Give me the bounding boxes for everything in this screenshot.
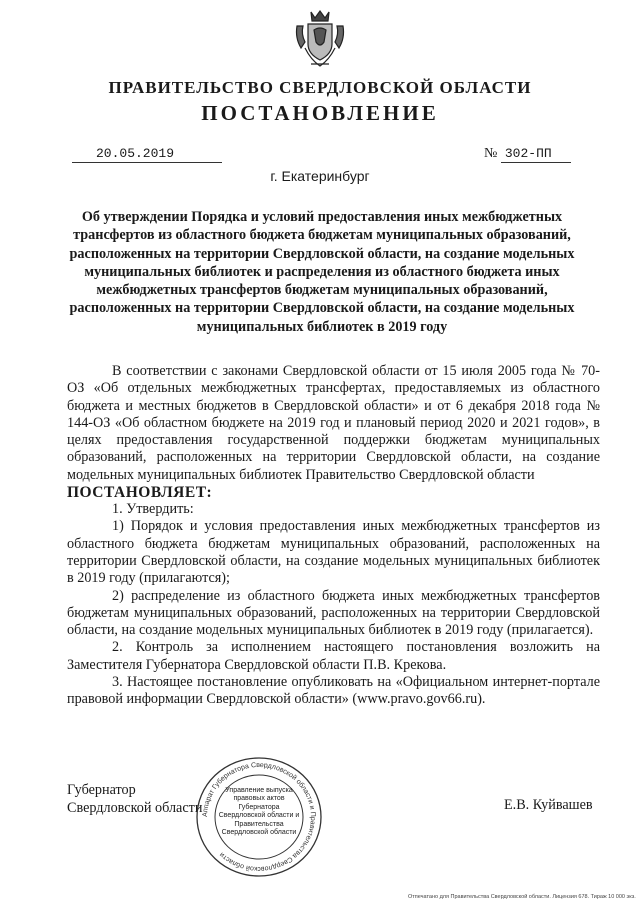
document-body <box>67 363 600 709</box>
list-item: 1) Порядок и условия предоставления иных межбюджетных трансфертов из областного бюджета бюджетам муниципальных образований, расположенных на территории Свердловской области, на создание модельных муниципальных библиотек в 2019 году (прилагаются); <box>67 518 600 587</box>
position-line-1: Губернатор <box>67 782 136 798</box>
resolve-heading: ПОСТАНОВЛЯЕТ: <box>67 484 213 502</box>
government-title: ПРАВИТЕЛЬСТВО СВЕРДЛОВСКОЙ ОБЛАСТИ <box>108 78 532 97</box>
city-line: г. Екатеринбург <box>270 168 370 184</box>
stamp-ring-text: Аппарат Губернатора Свердловской области и Правительства Свердловской области <box>201 761 317 873</box>
number-sign: № <box>484 146 498 161</box>
list-item: 2) распределение из областного бюджета иных межбюджетных трансфертов бюджетам муниципальных образований, расположенных на территории Свердловской области, на создание модельных муниципальных библиотек в 2019 году (прилагается). <box>67 587 600 639</box>
document-date: 20.05.2019 <box>72 146 222 163</box>
list-item: 3. Настоящее постановление опубликовать на «Официальном интернет-портале правовой информации Свердловской области» (www.pravo.gov66.ru). <box>67 674 600 708</box>
signatory-name: Е.В. Куйвашев <box>504 797 593 813</box>
print-footnote: Отпечатано для Правительства Свердловской области. Лицензия 678. Тираж 10 000 экз. <box>408 894 636 900</box>
document-number-field <box>484 146 571 163</box>
signatory-position <box>67 781 202 817</box>
preamble-paragraph: В соответствии с законами Свердловской области от 15 июля 2005 года № 70-ОЗ «Об отдельных межбюджетных трансфертах, предоставляемых из областного бюджета и местных бюджетов в Свердловской области» и от 6 декабря 2018 года № 144-ОЗ «Об областном бюджете на 2019 год и плановый период 2020 и 2021 годов», в целях предоставления государственной поддержки бюджетам муниципальных образований, расположенных на территории Свердловской области, на создание модельных муниципальных библиотек Правительство Свердловской области <box>67 363 600 483</box>
document-type-title: ПОСТАНОВЛЕНИЕ <box>201 101 439 125</box>
position-line-2: Свердловской области <box>67 800 203 816</box>
document-subject: Об утверждении Порядка и условий предоставления иных межбюджетных трансфертов из областного бюджета бюджетам муниципальных образований, расположенных на территории Свердловской области, на создание модельных муниципальных библиотек и распределения из областного бюджета иных межбюджетных трансфертов бюджетам муниципальных образований, расположенных на территории Свердловской области, на создание модельных муниципальных библиотек в 2019 году <box>69 209 575 335</box>
stamp-center-text: Управление выпуска правовых актов Губернатора Свердловской области и Правительства Свердловской области <box>218 787 300 837</box>
coat-of-arms-icon <box>291 8 349 70</box>
document-number: 302-ПП <box>501 146 571 163</box>
list-item: 1. Утвердить: <box>112 501 194 518</box>
list-item: 2. Контроль за исполнением настоящего постановления возложить на Заместителя Губернатора Свердловской области П.В. Крекова. <box>67 639 600 673</box>
